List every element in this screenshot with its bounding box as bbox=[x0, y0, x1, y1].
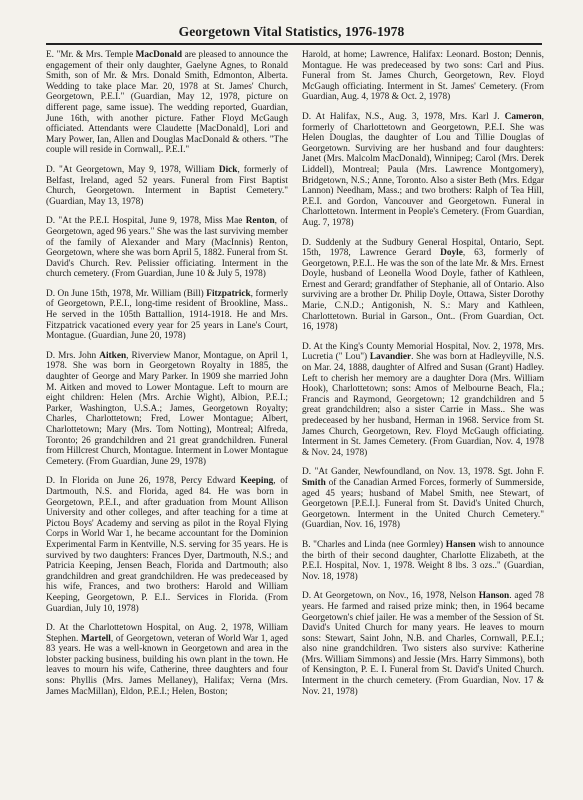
right-column bbox=[302, 50, 544, 706]
surname: Renton bbox=[245, 216, 275, 227]
record-entry: D. "At the P.E.I. Hospital, June 9, 1978, Miss Mae Renton, of Georgetown, aged 96 years." She was the last surviving member of the family of Alexander and Mary (MacInnis) Renton, Georgetown, where she was born April 5, 1882. Funeral from St. David's Church. Rev. Pelissier officiating. Interment in the church cemetery. (From Guardian, June 10 & July 5, 1978) bbox=[46, 216, 288, 280]
surname: MacDonald bbox=[135, 50, 183, 60]
record-entry-continued: Harold, at home; Lawrence, Halifax: Leonard. Boston; Dennis, Montague. He was predeceased by two sons: Carl and Pius. Funeral from St. James Church, Georgetown, Rev. Floyd McGaugh officiating. Interment in St. James' Cemetery. (From Guardian, Aug. 4, 1978 & Oct. 2, 1978) bbox=[302, 50, 544, 103]
record-entry: D. At Halifax, N.S., Aug. 3, 1978, Mrs. Karl J. Cameron, formerly of Charlottetown and Georgetown, P.E.I. She was Helen Douglas, the daughter of Lou and Tillie Douglas of Georgetown. Surviving are her husband and four daughters: Janet (Mrs. Malcolm MacDonald), Winnipeg; Carol (Mrs. Derek Liddell), Montreal; Paula (Mrs. Lawrence Montgomery), Bridgetown, N.S.; Anne, Toronto. Also a sister Beth (Mrs. Edgar Lannon) Needham, Mass.; and two brothers: Ralph of Tea Hill, P.E.I. and Gordon, Vancouver and Georgetown. Funeral in Charlottetown. Interment in People's Cemetery. (From Guardian, Aug. 7, 1978) bbox=[302, 111, 544, 228]
surname: Dick bbox=[218, 164, 238, 175]
surname: Aitken bbox=[99, 350, 127, 361]
surname: Lavandier bbox=[369, 352, 412, 363]
record-entry: D. At the Charlottetown Hospital, on Aug. 2, 1978, William Stephen. Martell, of Georgetown, veteran of World War 1, aged 83 years. He was a well-known in Georgetown and area in the lobster packing business, building his own plant in the town. He leaves to mourn his wife, Catherine, three daughters and four sons: Phyllis (Mrs. James Mellaney), Halifax; Verna (Mrs. James MacMillan), Eldon, P.E.I.; Helen, Boston; bbox=[46, 623, 288, 697]
surname: Fitzpatrick bbox=[206, 288, 251, 299]
surname: Cameron bbox=[504, 111, 542, 122]
surname: Martell bbox=[80, 633, 111, 644]
record-entry: D. On June 15th, 1978, Mr. William (Bill) Fitzpatrick, formerly of Georgetown, P.E.I., long-time resident of Brookline, Mass.. He served in the 105th Battallion, 1914-1918. He and Mrs. Fitzpatrick vacationed every year for 25 years in Lane's Court, Montague. (Guardian, June 20, 1978) bbox=[46, 288, 288, 342]
left-column bbox=[46, 50, 288, 706]
record-entry: D. At Georgetown, on Nov., 16, 1978, Nelson Hanson. aged 78 years. He farmed and raised prize mink; then, in 1964 became Georgetown's chief jailer. He was a member of the Session of St. David's United Church for many years. He leaves to mourn sons: Stewart, Saint John, N.B. and Charles, Cornwall, P.E.I.; also nine grandchildren. Two sisters also survive: Katherine (Mrs. William Simmons) and Jessie (Mrs. Harry Simmons), both of Kensington, P. E. I. Funeral from St. David's United Church. Interment in the church cemetery. (From Guardian, Nov. 17 & Nov. 21, 1978) bbox=[302, 591, 544, 697]
surname: Hanson bbox=[478, 591, 510, 602]
record-entry: B. "Charles and Linda (nee Gormley) Hansen wish to announce the birth of their second daughter, Charlotte Elizabeth, at the P.E.I. Hospital, Nov. 1, 1978. Weight 8 lbs. 3 ozs.." (Guardian, Nov. 18, 1978) bbox=[302, 539, 544, 582]
record-entry: D. In Florida on June 26, 1978, Percy Edward Keeping, of Dartmouth, N.S. and Florida, aged 84. He was born in Georgetown, P.E.I., and after graduation from Mount Allison University and other colleges, and after teaching for a time at Pictou Boys' Academy and serving as pilot in the Royal Flying Corps in World War 1, he became accountant for the Dominion Experimental Farm in Kentville, N.S. serving for 35 years. He is survived by two daughters: Frances Dyer, Dartmouth, N.S.; and Patricia Keeping, Jensen Beach, Florida and Dartmouth; also grandchildren and great grandchildren. He was predeceased by his wife, Frances, and two brothers: Harold and William Keeping, Georgetown, P. E.I.. Services in Florida. (From Guardian, July 10, 1978) bbox=[46, 476, 288, 614]
record-entry: D. "At Gander, Newfoundland, on Nov. 13, 1978. Sgt. John F. Smith of the Canadian Armed Forces, formerly of Summerside, aged 45 years; husband of Mabel Smith, nee Stewart, of Georgetown [P.E.I.]. Funeral from St. David's United Church, Georgetown. Interment in the United Church Cemetery." (Guardian, Nov. 16, 1978) bbox=[302, 467, 544, 531]
record-entry: D. Mrs. John Aitken, Riverview Manor, Montague, on April 1, 1978. She was born in Georgetown Royalty in 1885, the daughter of George and Mary Parker. In 1909 she married John M. Aitken and moved to Lower Montague. Left to mourn are eight children: Helen (Mrs. Archie Wight), Albion, P.E.I.; Parker, Washington, U.S.A.; James, Georgetown Royalty; Charles, Charlottetown; Fred, Lower Montague; Albert, Charlottetown; Mary (Mrs. Tom Notting), Montreal; Alfreda, Toronto; 26 grandchildren and 21 great grandchildren. Funeral from Hillcrest Church, Montague. Interment in Lower Montague Cemetery. (From Guardian, June 29, 1978) bbox=[46, 350, 288, 467]
record-entry: D. "At Georgetown, May 9, 1978, William Dick, formerly of Belfast, Ireland, aged 52 years. Funeral from First Baptist Church, Georgetown. Interment in Baptist Cemetery." (Guardian, May 13, 1978) bbox=[46, 164, 288, 207]
page-title: Georgetown Vital Statistics, 1976-1978 bbox=[178, 24, 405, 39]
surname: Doyle bbox=[440, 248, 463, 259]
record-entry: D. At the King's County Memorial Hospital, Nov. 2, 1978, Mrs. Lucretia (" Lou") Lavandier. She was born at Hadleyville, N.S. on Mar. 24, 1888, daughter of Alfred and Susan (Grant) Hadley. Left to cherish her memory are a daughter Dora (Mrs. William Hook), Charlottetown; sons: Amos of Melbourne Beach, Fla.; Francis and Raymond, Georgetown; 12 grandchildren and 5 great grandchildren; also a sister Carrie in Mass.. She was predeceased by her husband, Herman in 1968. Service from St. James Church, Georgetown, Rev. Floyd McGaugh officiating. Interment in St. James Cemetery. (From Guardian, Nov. 4, 1978 & Nov. 24, 1978) bbox=[302, 341, 545, 458]
title-rule bbox=[46, 43, 542, 45]
surname: Smith bbox=[302, 477, 326, 488]
record-entry: E. "Mr. & Mrs. Temple MacDonald are pleased to announce the engagement of their only daughter, Gaelyne Agnes, to Ronald Smith, son of Mr. & Mrs. Donald Smith, Edmonton, Alberta. Wedding to take place Mar. 20, 1978 at St. James' Church, Georgetown, P.E.I." (Guardian, May 12, 1978, picture on different page, same issue). The wedding reported, Guardian, June 16th, with another picture. Father Floyd McGaugh officiated. Attendants were Claudette [MacDonald], Lori and Mary Power, Ian, Allen and Douglas MacDonald & others. "The couple will reside in Cornwall,. P.E.I." bbox=[46, 50, 288, 156]
surname: Keeping bbox=[240, 476, 274, 487]
surname: Hansen bbox=[445, 539, 476, 550]
record-entry: D. Suddenly at the Sudbury General Hospital, Ontario, Sept. 15th, 1978, Lawrence Gerard Doyle, 63, formerly of Georgetown, P.E.I.. He was the son of the late Mr. & Mrs. Ernest Doyle, husband of Leonella Wood Doyle, father of Kathleen, Ernest and Gerard; grandfather of Stephanie, all of Ontario. Also surviving are a brother Dr. Philip Doyle, Ottawa, Sister Dorothy Marie, C.N.D.; Antigonish, N. S.: Mary and Kathleen, Charlottetown. Burial in Garson., Ont.. (From Guardian, Oct. 16, 1978) bbox=[302, 237, 544, 333]
